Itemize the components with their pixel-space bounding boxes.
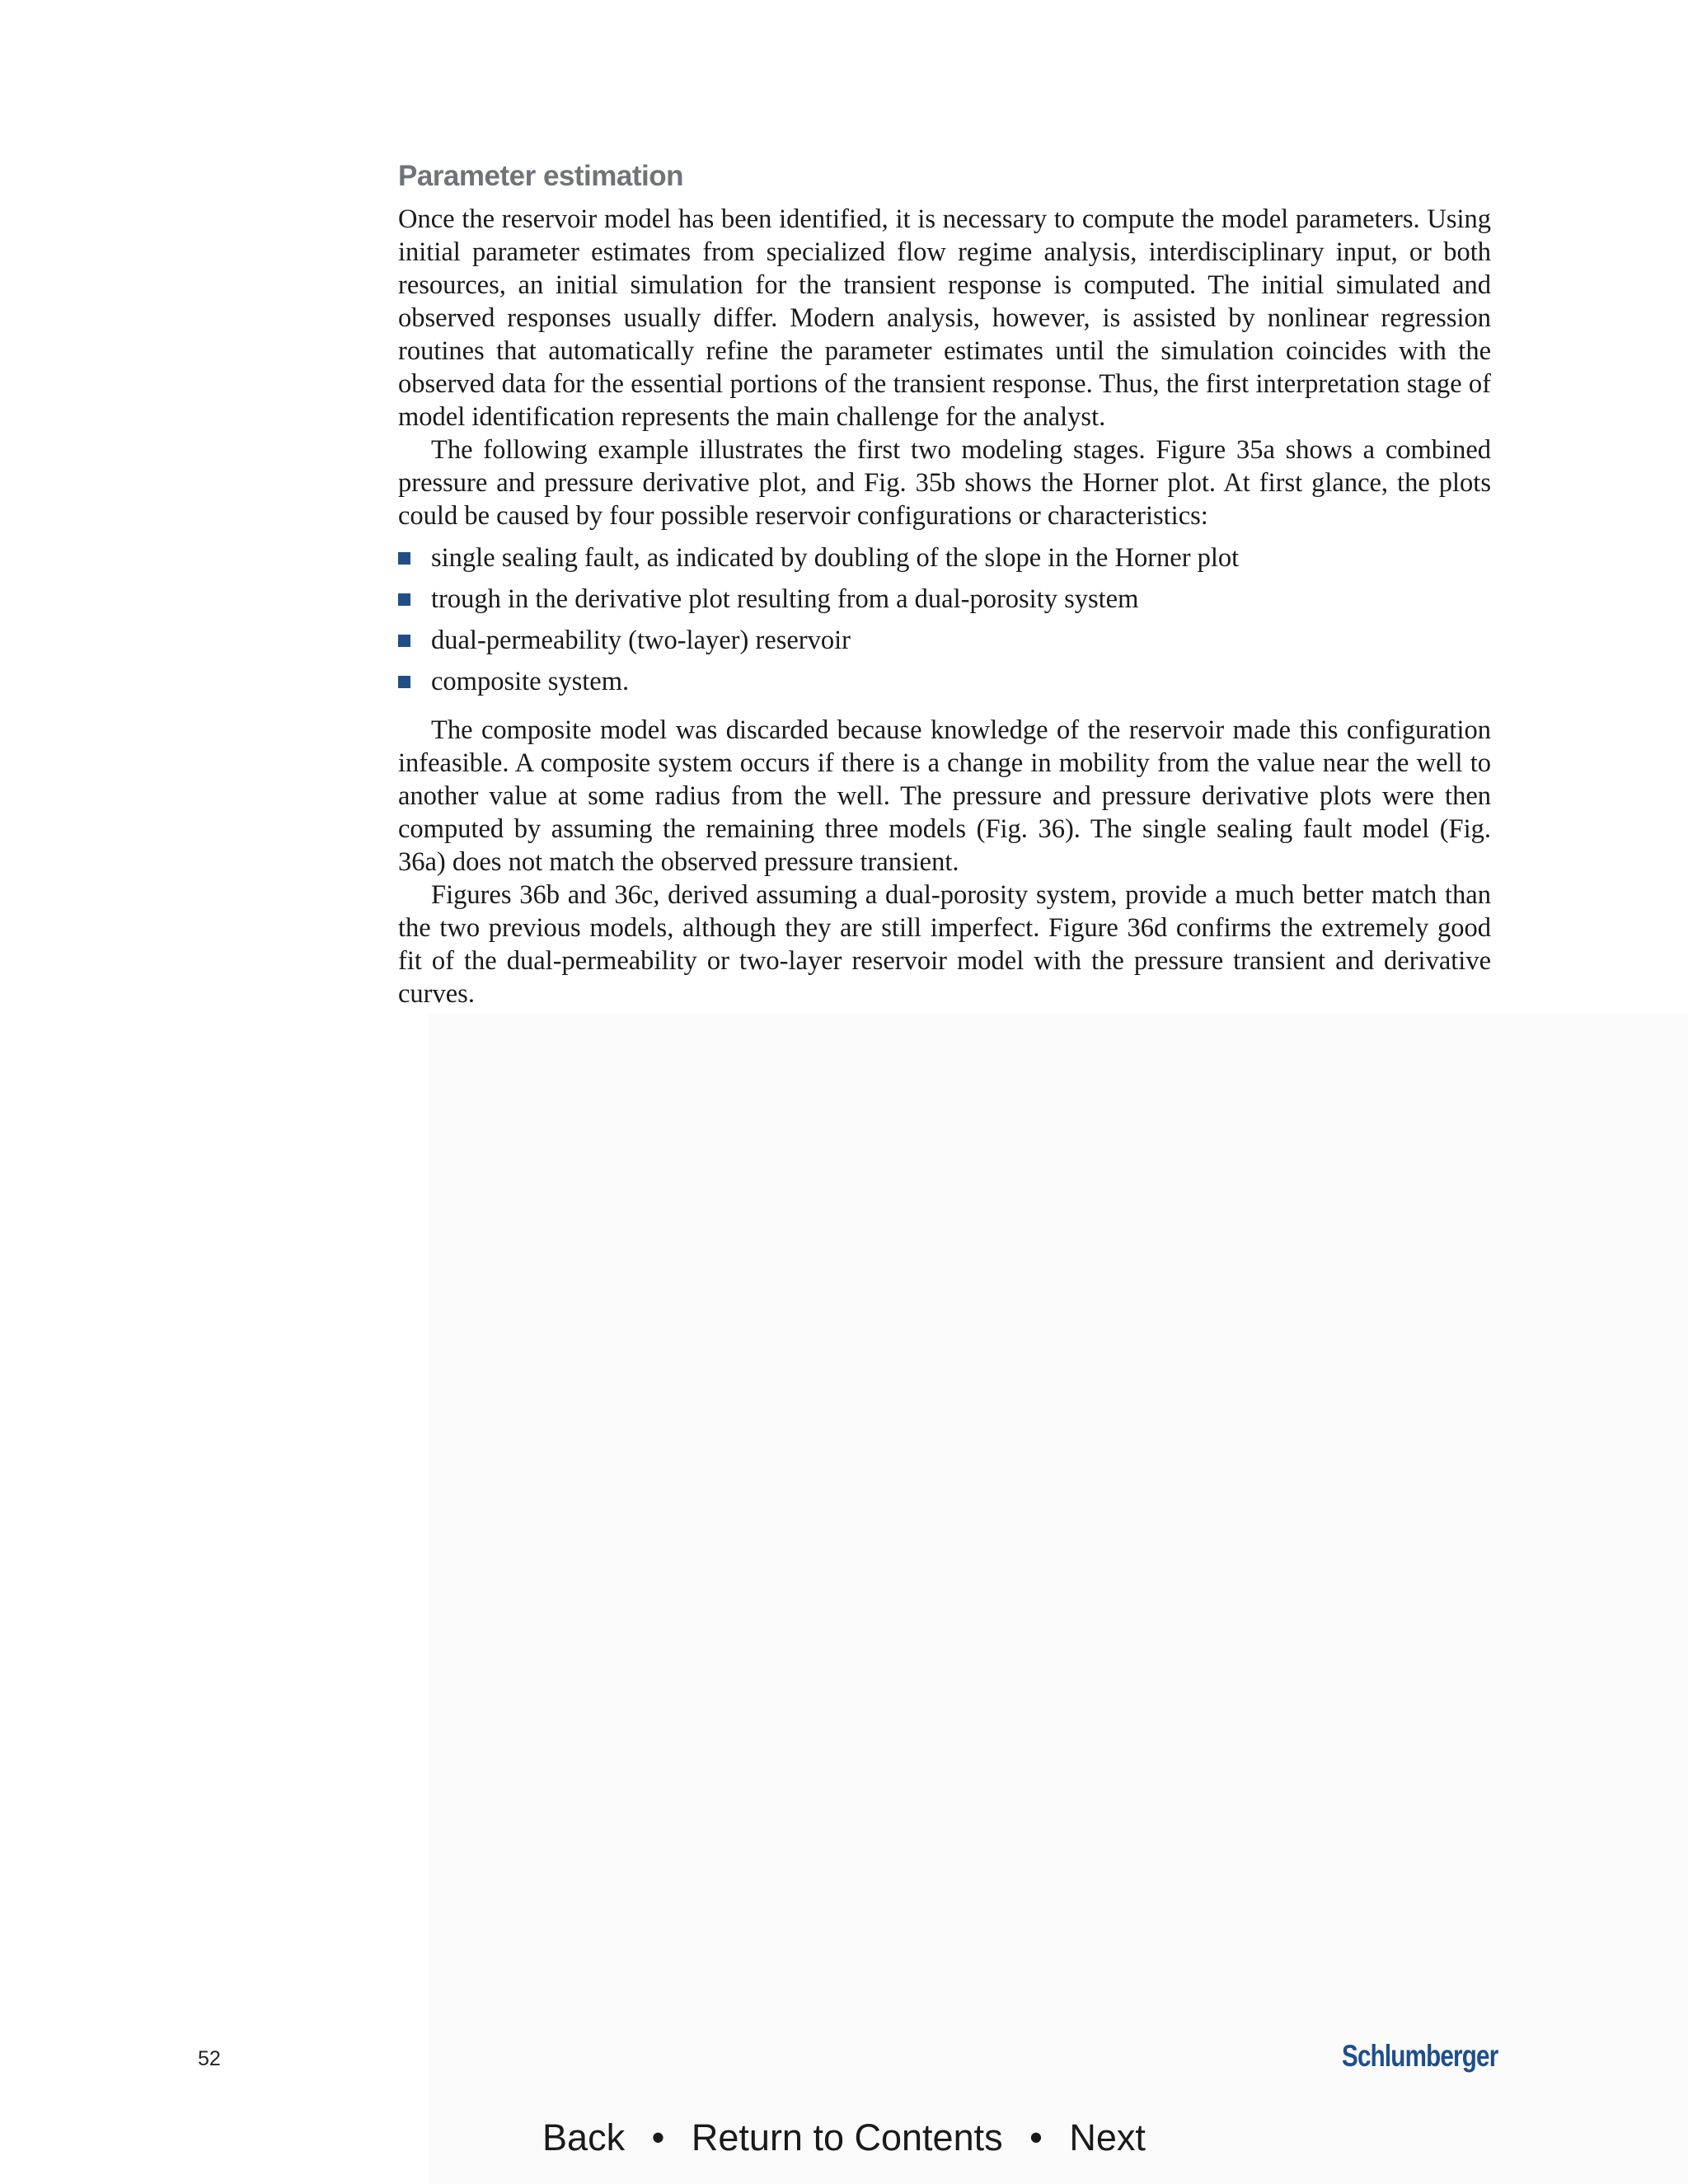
paragraph: Figures 36b and 36c, derived assuming a dual-porosity system, provide a much better match than the two previous models, although they are still imperfect. Figure 36d confirms the extremely good fit of the dual-permeability or two-layer reservoir model with the pressure transient and derivative curves. bbox=[398, 880, 1491, 1009]
paragraph: Once the reservoir model has been identified, it is necessary to compute the model parameters. Using initial parameter estimates from specialized flow regime analysis, interdisciplinary input, or both resources, an initial simulation for the transient response is computed. The initial simulated and observed responses usually differ. Modern analysis, however, is assisted by nonlinear regression routines that automatically refine the parameter estimates until the simulation coincides with the observed data for the essential portions of the transient response. Thus, the first interpretation stage of model identification represents the main challenge for the analyst. bbox=[398, 204, 1491, 432]
section-heading: Parameter estimation bbox=[398, 160, 683, 192]
bullet-item bbox=[398, 537, 1491, 579]
bullet-item bbox=[398, 579, 1491, 620]
bullet-item bbox=[398, 620, 1491, 661]
main-content bbox=[398, 157, 1491, 1010]
nav-separator: • bbox=[651, 2116, 665, 2158]
schlumberger-logo: Schlumberger bbox=[1342, 2039, 1498, 2073]
next-link[interactable]: Next bbox=[1069, 2116, 1146, 2158]
paragraph: The composite model was discarded because knowledge of the reservoir made this configuration infeasible. A composite system occurs if there is a change in mobility from the value near the well to another value at some radius from the well. The pressure and pressure derivative plots were then computed by assuming the remaining three models (Fig. 36). The single sealing fault model (Fig. 36a) does not match the observed pressure transient. bbox=[398, 715, 1491, 877]
bullet-text: composite system. bbox=[431, 667, 630, 696]
back-link[interactable]: Back bbox=[542, 2116, 626, 2158]
square-bullet-icon bbox=[398, 552, 410, 565]
square-bullet-icon bbox=[398, 635, 410, 647]
bullet-text: dual-permeability (two-layer) reservoir bbox=[431, 626, 851, 655]
square-bullet-icon bbox=[398, 593, 410, 606]
square-bullet-icon bbox=[398, 676, 410, 688]
bullet-list bbox=[398, 537, 1491, 702]
page-background-shade bbox=[429, 1014, 1688, 2184]
bullet-item bbox=[398, 661, 1491, 702]
return-to-contents-link[interactable]: Return to Contents bbox=[691, 2116, 1003, 2158]
paragraph: The following example illustrates the first two modeling stages. Figure 35a shows a combined pressure and pressure derivative plot, and Fig. 35b shows the Horner plot. At first glance, the plots could be caused by four possible reservoir configurations or characteristics: bbox=[398, 435, 1491, 531]
bullet-text: single sealing fault, as indicated by doubling of the slope in the Horner plot bbox=[431, 543, 1240, 573]
page-number: 52 bbox=[198, 2047, 221, 2070]
bullet-text: trough in the derivative plot resulting from a dual-porosity system bbox=[431, 584, 1139, 614]
navigation-bar bbox=[0, 2116, 1688, 2159]
nav-separator: • bbox=[1029, 2116, 1043, 2158]
